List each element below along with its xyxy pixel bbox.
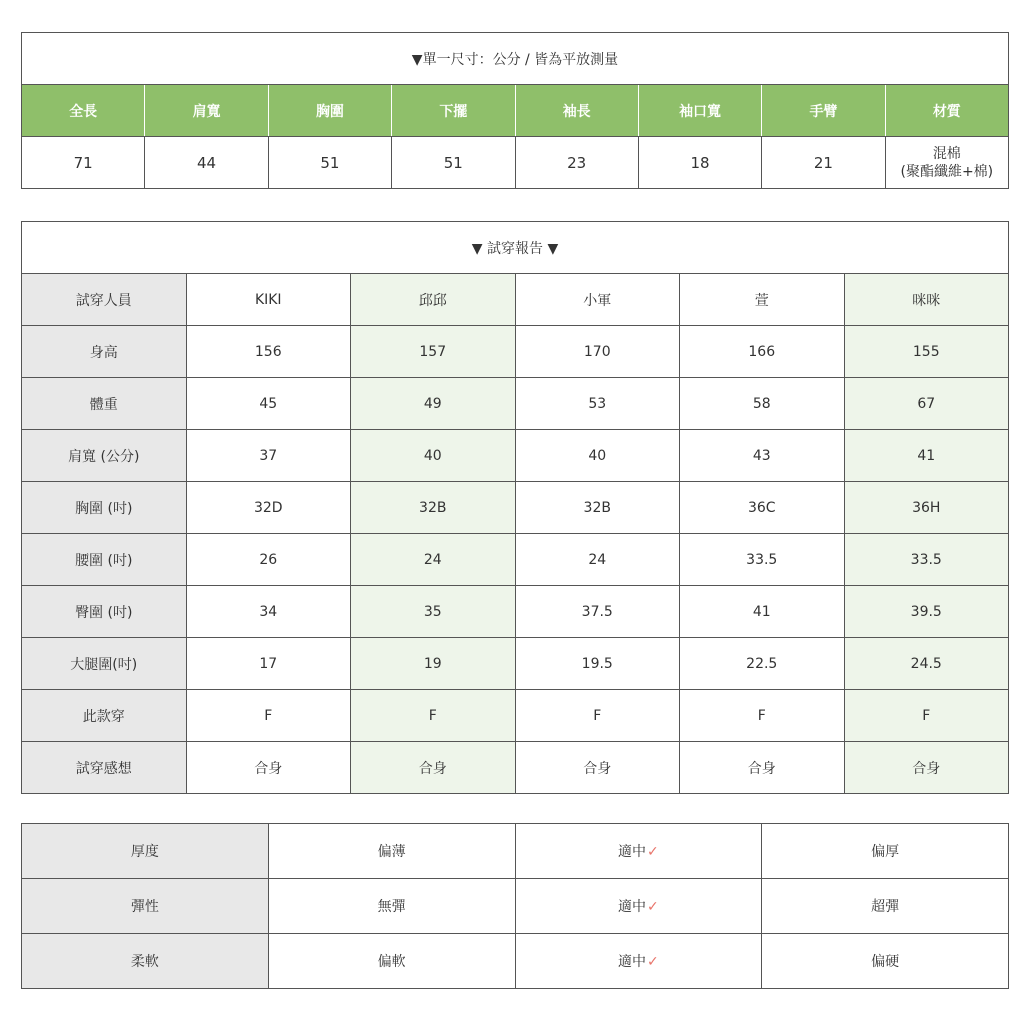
report-cell-shoulder-4: 41 bbox=[844, 430, 1009, 482]
report-cell-hip-1: 35 bbox=[351, 586, 516, 638]
feel-option-softness-1 bbox=[515, 934, 762, 989]
report-cell-shoulder-3: 43 bbox=[680, 430, 845, 482]
report-cell-waist-0: 26 bbox=[186, 534, 351, 586]
checkmark-icon: ✓ bbox=[647, 954, 659, 970]
report-cell-shoulder-2: 40 bbox=[515, 430, 680, 482]
size-header-arm: 手臂 bbox=[762, 85, 885, 137]
report-cell-size-3: F bbox=[680, 690, 845, 742]
feel-option-elasticity-2 bbox=[762, 879, 1009, 934]
feel-option-label: 無彈 bbox=[377, 899, 406, 915]
size-value-shoulder: 44 bbox=[145, 137, 268, 189]
size-header-sleeve-length: 袖長 bbox=[515, 85, 638, 137]
feel-option-elasticity-1 bbox=[515, 879, 762, 934]
size-value-material bbox=[885, 137, 1008, 189]
report-label-tester: 試穿人員 bbox=[22, 274, 187, 326]
report-label-shoulder: 肩寬 (公分) bbox=[22, 430, 187, 482]
size-value-hem: 51 bbox=[392, 137, 515, 189]
feel-label-softness: 柔軟 bbox=[22, 934, 269, 989]
report-cell-size-2: F bbox=[515, 690, 680, 742]
report-label-fit-comment: 試穿感想 bbox=[22, 742, 187, 794]
size-table bbox=[21, 32, 1009, 189]
report-cell-waist-1: 24 bbox=[351, 534, 516, 586]
feel-label-thickness: 厚度 bbox=[22, 824, 269, 879]
report-cell-thigh-2: 19.5 bbox=[515, 638, 680, 690]
report-cell-waist-3: 33.5 bbox=[680, 534, 845, 586]
fabric-feel-table bbox=[21, 823, 1009, 989]
report-cell-height-1: 157 bbox=[351, 326, 516, 378]
report-cell-tester-4: 咪咪 bbox=[844, 274, 1009, 326]
size-header-cuff-width: 袖口寬 bbox=[638, 85, 761, 137]
report-cell-weight-3: 58 bbox=[680, 378, 845, 430]
feel-option-label: 超彈 bbox=[871, 899, 900, 915]
feel-option-thickness-1 bbox=[515, 824, 762, 879]
report-cell-fit-comment-4: 合身 bbox=[844, 742, 1009, 794]
report-row-thigh bbox=[22, 638, 1009, 690]
feel-option-softness-2 bbox=[762, 934, 1009, 989]
size-header-hem: 下擺 bbox=[392, 85, 515, 137]
report-cell-weight-4: 67 bbox=[844, 378, 1009, 430]
report-cell-fit-comment-0: 合身 bbox=[186, 742, 351, 794]
report-cell-shoulder-0: 37 bbox=[186, 430, 351, 482]
report-label-weight: 體重 bbox=[22, 378, 187, 430]
size-table-title: ▼單一尺寸：公分 / 皆為平放測量 bbox=[22, 33, 1009, 85]
report-body bbox=[22, 274, 1009, 794]
feel-row-thickness bbox=[22, 824, 1009, 879]
report-row-fit-comment bbox=[22, 742, 1009, 794]
report-cell-thigh-0: 17 bbox=[186, 638, 351, 690]
report-row-tester bbox=[22, 274, 1009, 326]
size-value-row bbox=[22, 137, 1009, 189]
feel-option-label: 適中 bbox=[618, 954, 646, 970]
feel-option-elasticity-0 bbox=[268, 879, 515, 934]
report-cell-chest-0: 32D bbox=[186, 482, 351, 534]
report-cell-weight-0: 45 bbox=[186, 378, 351, 430]
size-value-chest: 51 bbox=[268, 137, 391, 189]
report-cell-height-0: 156 bbox=[186, 326, 351, 378]
feel-option-thickness-2 bbox=[762, 824, 1009, 879]
report-cell-chest-1: 32B bbox=[351, 482, 516, 534]
report-cell-hip-2: 37.5 bbox=[515, 586, 680, 638]
report-row-weight bbox=[22, 378, 1009, 430]
report-cell-height-4: 155 bbox=[844, 326, 1009, 378]
report-cell-fit-comment-2: 合身 bbox=[515, 742, 680, 794]
report-row-height bbox=[22, 326, 1009, 378]
report-cell-waist-4: 33.5 bbox=[844, 534, 1009, 586]
feel-option-thickness-0 bbox=[268, 824, 515, 879]
feel-row-softness bbox=[22, 934, 1009, 989]
report-label-waist: 腰圍 (吋) bbox=[22, 534, 187, 586]
checkmark-icon: ✓ bbox=[647, 844, 659, 860]
report-cell-tester-2: 小軍 bbox=[515, 274, 680, 326]
report-cell-hip-3: 41 bbox=[680, 586, 845, 638]
material-line-1: 混棉 bbox=[932, 145, 961, 162]
report-cell-fit-comment-3: 合身 bbox=[680, 742, 845, 794]
size-value-sleeve-length: 23 bbox=[515, 137, 638, 189]
report-cell-tester-0: KIKI bbox=[186, 274, 351, 326]
size-header-chest: 胸圍 bbox=[268, 85, 391, 137]
report-cell-chest-2: 32B bbox=[515, 482, 680, 534]
report-cell-size-0: F bbox=[186, 690, 351, 742]
report-row-chest bbox=[22, 482, 1009, 534]
report-cell-thigh-3: 22.5 bbox=[680, 638, 845, 690]
report-cell-weight-2: 53 bbox=[515, 378, 680, 430]
report-cell-height-3: 166 bbox=[680, 326, 845, 378]
material-line-2: (聚酯纖維+棉) bbox=[900, 163, 994, 180]
feel-option-label: 偏薄 bbox=[377, 844, 406, 860]
feel-option-label: 適中 bbox=[618, 899, 646, 915]
report-label-height: 身高 bbox=[22, 326, 187, 378]
report-cell-fit-comment-1: 合身 bbox=[351, 742, 516, 794]
report-cell-hip-4: 39.5 bbox=[844, 586, 1009, 638]
report-row-size bbox=[22, 690, 1009, 742]
report-cell-size-1: F bbox=[351, 690, 516, 742]
report-cell-chest-4: 36H bbox=[844, 482, 1009, 534]
report-row-waist bbox=[22, 534, 1009, 586]
size-header-length: 全長 bbox=[22, 85, 145, 137]
feel-row-elasticity bbox=[22, 879, 1009, 934]
size-header-shoulder: 肩寬 bbox=[145, 85, 268, 137]
feel-option-label: 偏軟 bbox=[377, 954, 406, 970]
feel-body bbox=[22, 824, 1009, 989]
report-cell-tester-1: 邱邱 bbox=[351, 274, 516, 326]
report-cell-thigh-1: 19 bbox=[351, 638, 516, 690]
feel-label-elasticity: 彈性 bbox=[22, 879, 269, 934]
feel-option-label: 適中 bbox=[618, 844, 646, 860]
report-row-hip bbox=[22, 586, 1009, 638]
report-cell-shoulder-1: 40 bbox=[351, 430, 516, 482]
report-cell-waist-2: 24 bbox=[515, 534, 680, 586]
report-cell-size-4: F bbox=[844, 690, 1009, 742]
report-cell-height-2: 170 bbox=[515, 326, 680, 378]
size-value-length: 71 bbox=[22, 137, 145, 189]
report-label-thigh: 大腿圍(吋) bbox=[22, 638, 187, 690]
feel-option-label: 偏厚 bbox=[871, 844, 900, 860]
try-on-report-table bbox=[21, 221, 1009, 794]
report-cell-thigh-4: 24.5 bbox=[844, 638, 1009, 690]
size-value-cuff-width: 18 bbox=[638, 137, 761, 189]
feel-option-label: 偏硬 bbox=[871, 954, 900, 970]
report-label-hip: 臀圍 (吋) bbox=[22, 586, 187, 638]
report-cell-hip-0: 34 bbox=[186, 586, 351, 638]
report-cell-chest-3: 36C bbox=[680, 482, 845, 534]
feel-option-softness-0 bbox=[268, 934, 515, 989]
checkmark-icon: ✓ bbox=[647, 899, 659, 915]
size-header-material: 材質 bbox=[885, 85, 1008, 137]
size-header-row bbox=[22, 85, 1009, 137]
report-row-shoulder bbox=[22, 430, 1009, 482]
report-cell-weight-1: 49 bbox=[351, 378, 516, 430]
report-cell-tester-3: 萱 bbox=[680, 274, 845, 326]
report-label-size: 此款穿 bbox=[22, 690, 187, 742]
report-label-chest: 胸圍 (吋) bbox=[22, 482, 187, 534]
size-value-arm: 21 bbox=[762, 137, 885, 189]
report-title: ▼ 試穿報告 ▼ bbox=[22, 222, 1009, 274]
